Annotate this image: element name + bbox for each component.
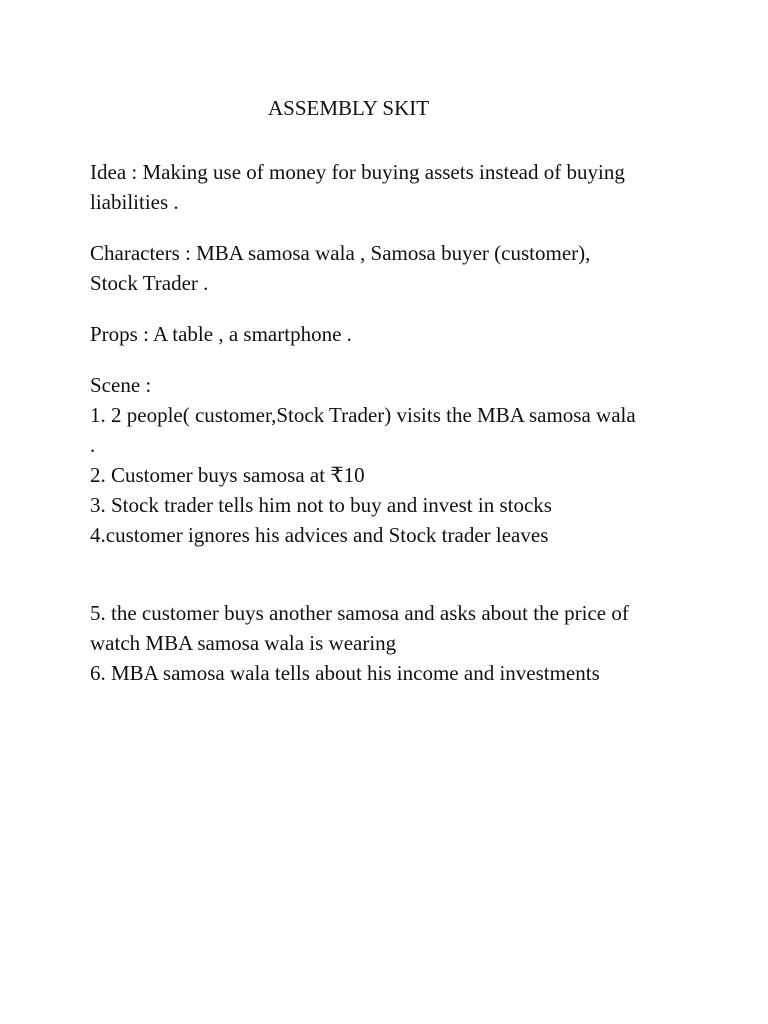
scene-paragraph xyxy=(90,370,690,550)
idea-line: liabilities . xyxy=(90,190,179,214)
scene-paragraph-continued xyxy=(90,598,690,688)
scene-step: 2. Customer buys samosa at ₹10 xyxy=(90,463,365,487)
scene-step: 3. Stock trader tells him not to buy and invest in stocks xyxy=(90,493,552,517)
props-line: Props : A table , a smartphone . xyxy=(90,322,352,346)
characters-line: Characters : MBA samosa wala , Samosa buyer (customer), xyxy=(90,241,591,265)
scene-step: . xyxy=(90,433,96,457)
document-title: ASSEMBLY SKIT xyxy=(268,96,430,120)
scene-step: 5. the customer buys another samosa and asks about the price of xyxy=(90,601,629,625)
idea-paragraph xyxy=(90,157,690,217)
scene-step: 6. MBA samosa wala tells about his income and investments xyxy=(90,661,600,685)
characters-line: Stock Trader . xyxy=(90,271,209,295)
scene-step: watch MBA samosa wala is wearing xyxy=(90,631,397,655)
props-paragraph xyxy=(90,319,690,349)
scene-step: 1. 2 people( customer,Stock Trader) visits the MBA samosa wala xyxy=(90,403,636,427)
scene-heading: Scene : xyxy=(90,373,152,397)
idea-line: Idea : Making use of money for buying assets instead of buying xyxy=(90,160,625,184)
characters-paragraph xyxy=(90,238,690,298)
scene-step: 4.customer ignores his advices and Stock trader leaves xyxy=(90,523,549,547)
